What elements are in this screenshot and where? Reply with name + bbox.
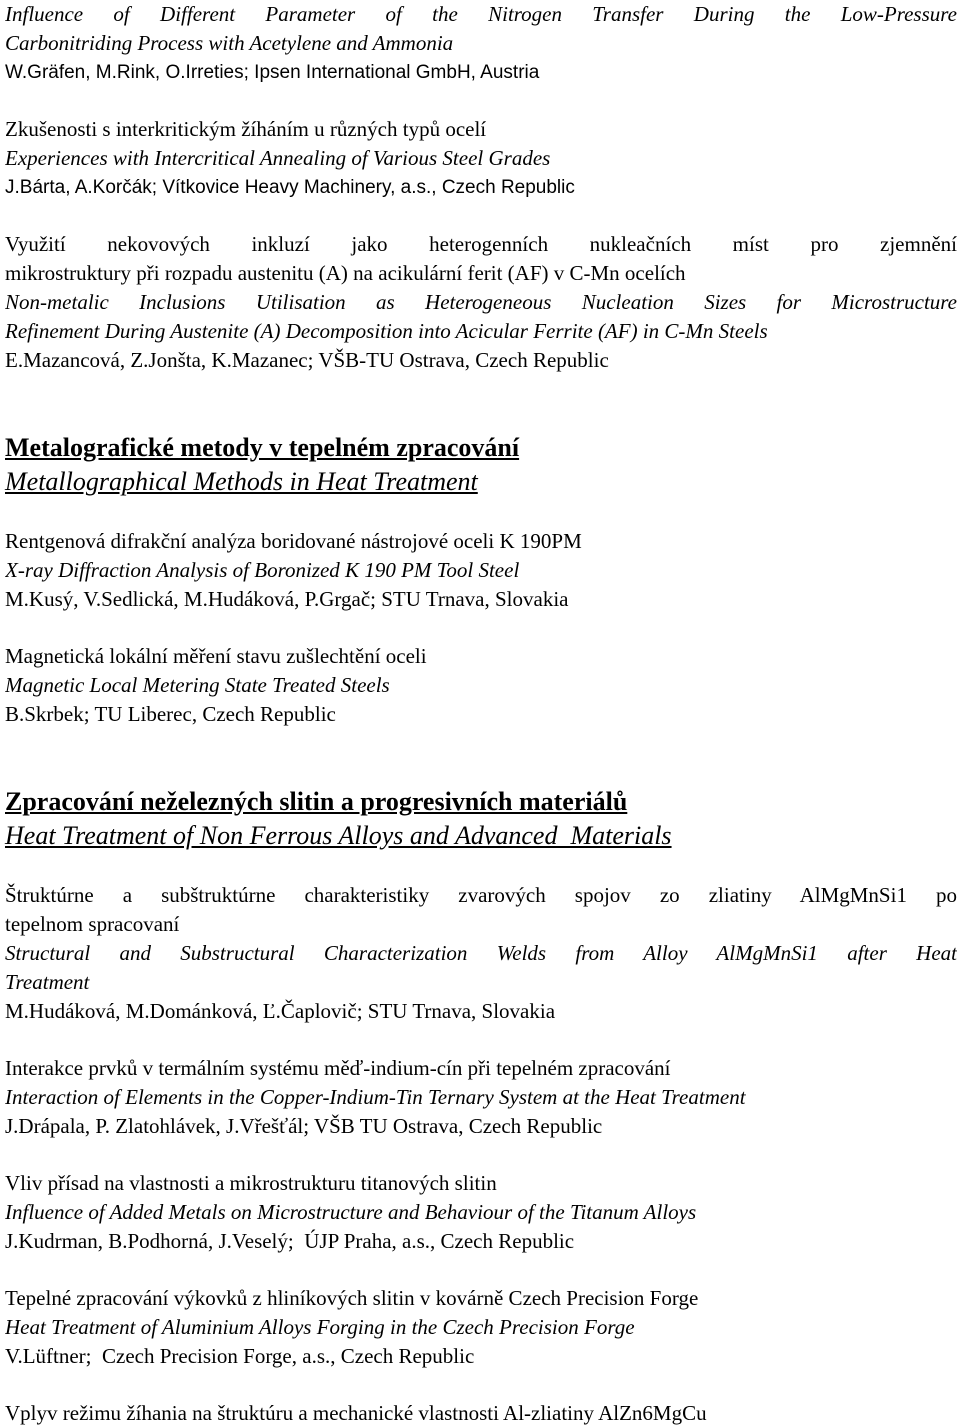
paper-title-en: Influence of Different Parameter of the Nitrogen Transfer During the Low-Pressure	[5, 2, 957, 26]
paper-title-en: Heat Treatment of Aluminium Alloys Forging in the Czech Precision Forge	[5, 1315, 635, 1339]
paper-entry	[5, 527, 957, 614]
paper-title-cz: Interakce prvků v termálním systému měď-indium-cín při tepelném zpracování	[5, 1056, 671, 1080]
section-nonferrous	[5, 785, 957, 1428]
paper-entry	[5, 230, 957, 375]
paper-title-cz: Rentgenová difrakční analýza boridované nástrojové oceli K 190PM	[5, 529, 582, 553]
paper-title-cz: Zkušenosti s interkritickým žíháním u různých typů ocelí	[5, 117, 487, 141]
paper-title-en: Non-metalic Inclusions Utilisation as Heterogeneous Nucleation Sizes for Microstructure	[5, 290, 957, 314]
paper-authors: M.Hudáková, M.Dománková, Ľ.Čaplovič; STU Trnava, Slovakia	[5, 999, 556, 1023]
paper-title-en: Influence of Added Metals on Microstructure and Behaviour of the Titanum Alloys	[5, 1200, 697, 1224]
paper-title-en: Refinement During Austenite (A) Decomposition into Acicular Ferrite (AF) in C-Mn Steels	[5, 319, 768, 343]
paper-title-cz: Magnetická lokální měření stavu zušlechtění oceli	[5, 644, 427, 668]
paper-entry	[5, 1284, 957, 1371]
paper-title-en: X-ray Diffraction Analysis of Boronized K 190 PM Tool Steel	[5, 558, 520, 582]
section-title-en: Heat Treatment of Non Ferrous Alloys and Advanced Materials	[5, 821, 672, 850]
section-title-cz: Metalografické metody v tepelném zpracování	[5, 433, 520, 462]
paper-authors: E.Mazancová, Z.Jonšta, K.Mazanec; VŠB-TU Ostrava, Czech Republic	[5, 348, 609, 372]
paper-title-cz: Využití nekovových inkluzí jako heterogenních nukleačních míst pro zjemnění	[5, 232, 957, 256]
paper-title-en: Carbonitriding Process with Acetylene and Ammonia	[5, 31, 454, 55]
paper-authors: W.Gräfen, M.Rink, O.Irreties; Ipsen International GmbH, Austria	[5, 62, 540, 83]
paper-title-cz: Tepelné zpracování výkovků z hliníkových slitin v kovárně Czech Precision Forge	[5, 1286, 699, 1310]
paper-authors: J.Drápala, P. Zlatohlávek, J.Vřešťál; VŠB TU Ostrava, Czech Republic	[5, 1114, 603, 1138]
paper-entry	[5, 881, 957, 1026]
paper-authors: B.Skrbek; TU Liberec, Czech Republic	[5, 702, 336, 726]
paper-title-cz: Vliv přísad na vlastnosti a mikrostrukturu titanových slitin	[5, 1171, 497, 1195]
paper-entry	[5, 1399, 957, 1428]
paper-entry	[5, 0, 957, 87]
paper-title-en: Structural and Substructural Characterization Welds from Alloy AlMgMnSi1 after Heat	[5, 941, 957, 965]
paper-authors: J.Bárta, A.Korčák; Vítkovice Heavy Machinery, a.s., Czech Republic	[5, 177, 575, 198]
paper-title-en: Experiences with Intercritical Annealing of Various Steel Grades	[5, 146, 551, 170]
paper-title-en: Magnetic Local Metering State Treated Steels	[5, 673, 390, 697]
paper-title-cz: Štruktúrne a subštruktúrne charakteristiky zvarových spojov zo zliatiny AlMgMnSi1 po	[5, 883, 957, 907]
paper-entry	[5, 1169, 957, 1256]
section-title-en: Metallographical Methods in Heat Treatment	[5, 467, 478, 496]
paper-title-cz: mikrostruktury při rozpadu austenitu (A) na acikulární ferit (AF) v C-Mn ocelích	[5, 261, 686, 285]
paper-authors: J.Kudrman, B.Podhorná, J.Veselý; ÚJP Praha, a.s., Czech Republic	[5, 1229, 575, 1253]
section-metallography	[5, 431, 957, 729]
paper-entry	[5, 1054, 957, 1141]
paper-title-en: Interaction of Elements in the Copper-Indium-Tin Ternary System at the Heat Treatment	[5, 1085, 746, 1109]
paper-title-cz: Vplyv režimu žíhania na štruktúru a mechanické vlastnosti Al-zliatiny AlZn6MgCu	[5, 1401, 707, 1425]
paper-title-cz: tepelnom spracovaní	[5, 912, 180, 936]
paper-authors: M.Kusý, V.Sedlická, M.Hudáková, P.Grgač; STU Trnava, Slovakia	[5, 587, 569, 611]
section-title-cz: Zpracování neželezných slitin a progresivních materiálů	[5, 787, 628, 816]
paper-entry	[5, 642, 957, 729]
paper-authors: V.Lüftner; Czech Precision Forge, a.s., Czech Republic	[5, 1344, 475, 1368]
document-page	[5, 0, 957, 1428]
paper-title-en: Treatment	[5, 970, 90, 994]
paper-entry	[5, 115, 957, 202]
